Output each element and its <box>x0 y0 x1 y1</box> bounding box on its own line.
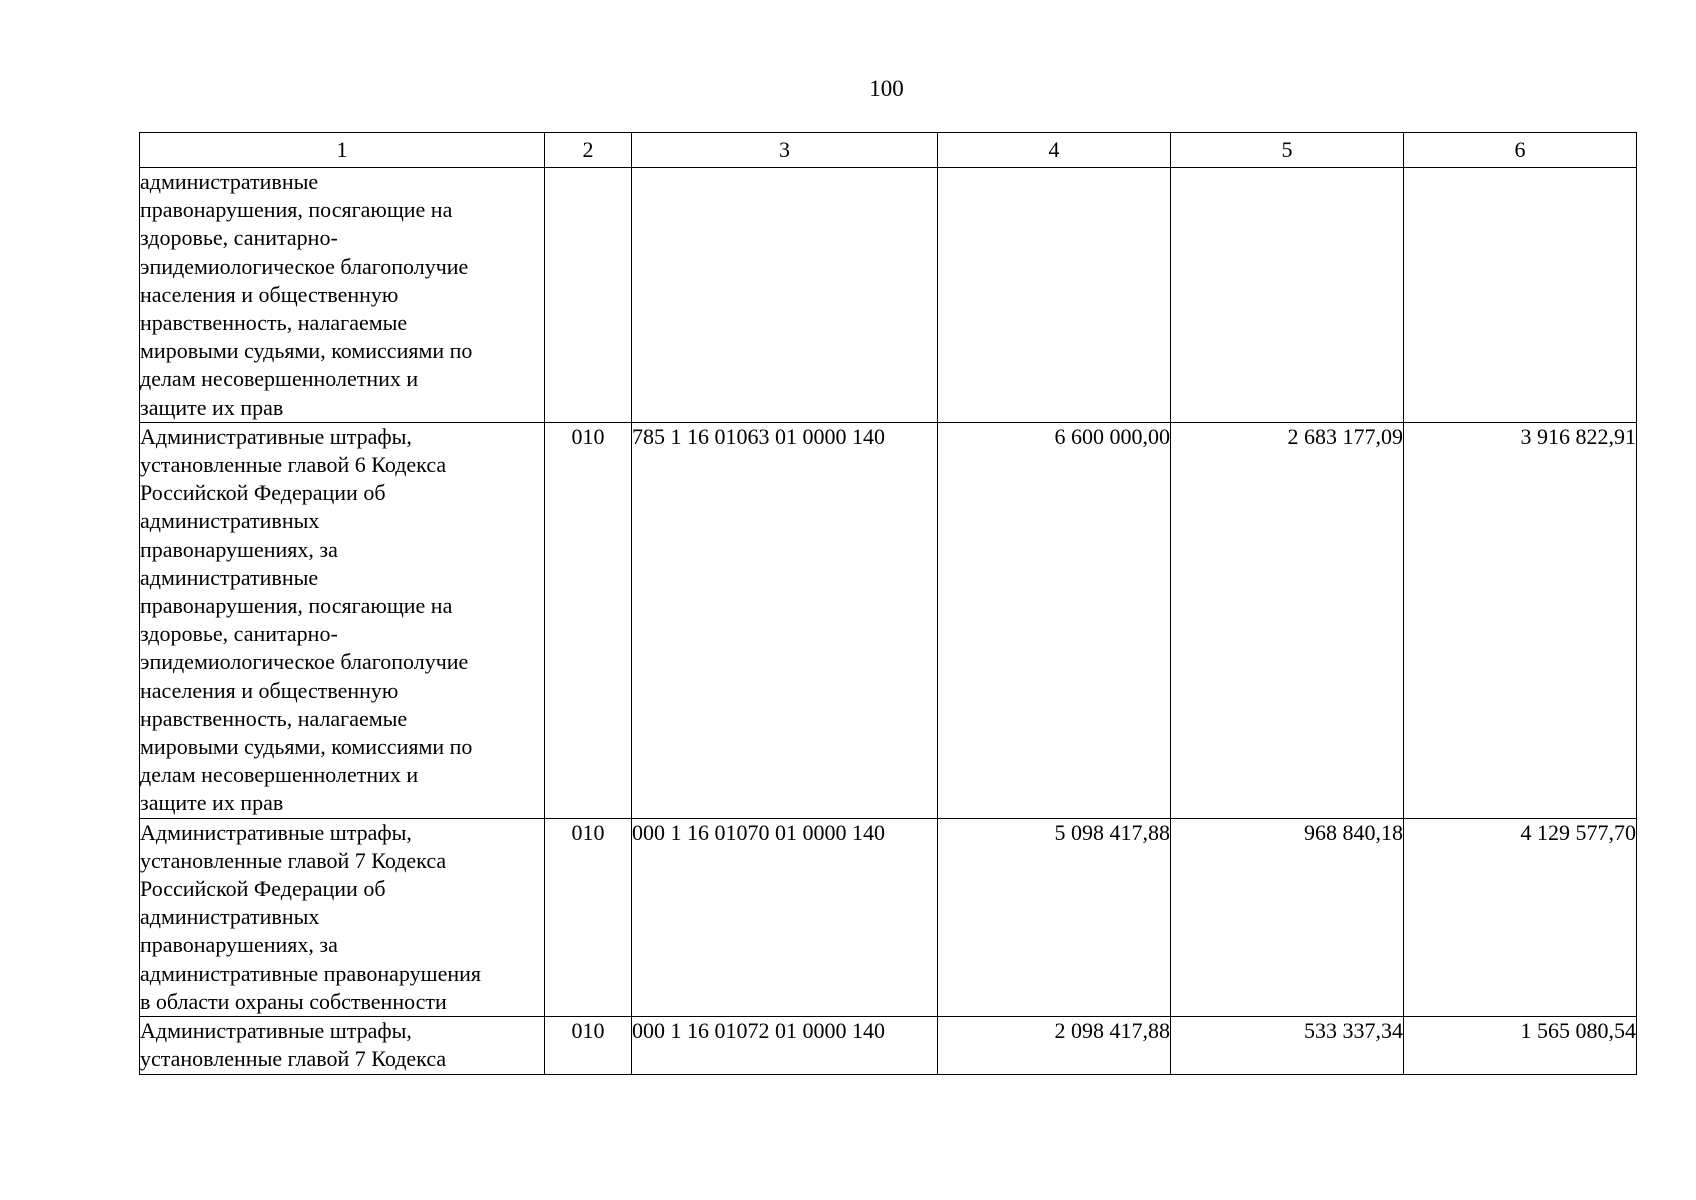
row-line-code: 010 <box>545 422 632 818</box>
column-header-4: 4 <box>938 133 1171 168</box>
report-table <box>139 132 1637 1075</box>
description-line: эпидемиологическое благополучие <box>140 649 469 675</box>
row-income-code <box>632 168 938 423</box>
row-description <box>140 422 545 818</box>
table-row <box>140 818 1637 1016</box>
description-line: делам несовершеннолетних и <box>140 762 419 788</box>
row-approved-amount: 2 098 417,88 <box>938 1017 1171 1074</box>
description-line: административные <box>140 169 319 194</box>
description-line: Российской Федерации об <box>140 876 386 902</box>
row-approved-amount: 6 600 000,00 <box>938 422 1171 818</box>
description-line: административных <box>140 508 320 534</box>
row-executed-amount: 968 840,18 <box>1171 818 1404 1016</box>
description-line: эпидемиологическое благополучие <box>140 253 469 279</box>
description-line: населения и общественную <box>140 281 399 307</box>
description-line: здоровье, санитарно- <box>140 621 338 647</box>
description-line: правонарушения, посягающие на <box>140 593 453 619</box>
column-header-5: 5 <box>1171 133 1404 168</box>
row-executed-amount: 533 337,34 <box>1171 1017 1404 1074</box>
table-row <box>140 1017 1637 1074</box>
row-line-code: 010 <box>545 818 632 1016</box>
description-line: Российской Федерации об <box>140 480 386 506</box>
description-line: нравственность, налагаемые <box>140 310 408 336</box>
row-unexecuted-amount: 1 565 080,54 <box>1404 1017 1637 1074</box>
row-income-code: 000 1 16 01072 01 0000 140 <box>632 1017 938 1074</box>
row-approved-amount: 5 098 417,88 <box>938 818 1171 1016</box>
row-line-code <box>545 168 632 423</box>
description-line: установленные главой 7 Кодекса <box>140 847 447 873</box>
table-row <box>140 422 1637 818</box>
column-header-6: 6 <box>1404 133 1637 168</box>
row-executed-amount <box>1171 168 1404 423</box>
column-header-3: 3 <box>632 133 938 168</box>
row-income-code: 785 1 16 01063 01 0000 140 <box>632 422 938 818</box>
row-unexecuted-amount <box>1404 168 1637 423</box>
description-line: административных <box>140 904 320 930</box>
description-line: Административные штрафы, <box>140 1018 412 1044</box>
table-header-row <box>140 133 1637 168</box>
description-line: нравственность, налагаемые <box>140 705 408 731</box>
row-description <box>140 1017 545 1074</box>
row-unexecuted-amount: 4 129 577,70 <box>1404 818 1637 1016</box>
description-line: установленные главой 6 Кодекса <box>140 452 447 478</box>
row-income-code: 000 1 16 01070 01 0000 140 <box>632 818 938 1016</box>
description-line: мировыми судьями, комиссиями по <box>140 338 473 364</box>
description-line: в области охраны собственности <box>140 988 447 1014</box>
description-line: делам несовершеннолетних и <box>140 366 419 392</box>
row-line-code: 010 <box>545 1017 632 1074</box>
row-unexecuted-amount: 3 916 822,91 <box>1404 422 1637 818</box>
description-line: защите их прав <box>140 790 284 816</box>
description-line: административные правонарушения <box>140 960 482 986</box>
row-approved-amount <box>938 168 1171 423</box>
description-line: правонарушениях, за <box>140 536 338 562</box>
description-line: здоровье, санитарно- <box>140 225 338 251</box>
description-line: административные <box>140 564 319 590</box>
row-executed-amount: 2 683 177,09 <box>1171 422 1404 818</box>
description-line: правонарушения, посягающие на <box>140 197 453 223</box>
column-header-2: 2 <box>545 133 632 168</box>
row-description <box>140 818 545 1016</box>
description-line: правонарушениях, за <box>140 932 338 958</box>
description-line: населения и общественную <box>140 677 399 703</box>
column-header-1: 1 <box>140 133 545 168</box>
description-line: Административные штрафы, <box>140 423 412 449</box>
page-number: 100 <box>869 76 904 101</box>
description-line: установленные главой 7 Кодекса <box>140 1046 447 1072</box>
description-line: защите их прав <box>140 394 284 420</box>
table-row <box>140 168 1637 423</box>
row-description <box>140 168 545 423</box>
description-line: Административные штрафы, <box>140 819 412 845</box>
description-line: мировыми судьями, комиссиями по <box>140 734 473 760</box>
